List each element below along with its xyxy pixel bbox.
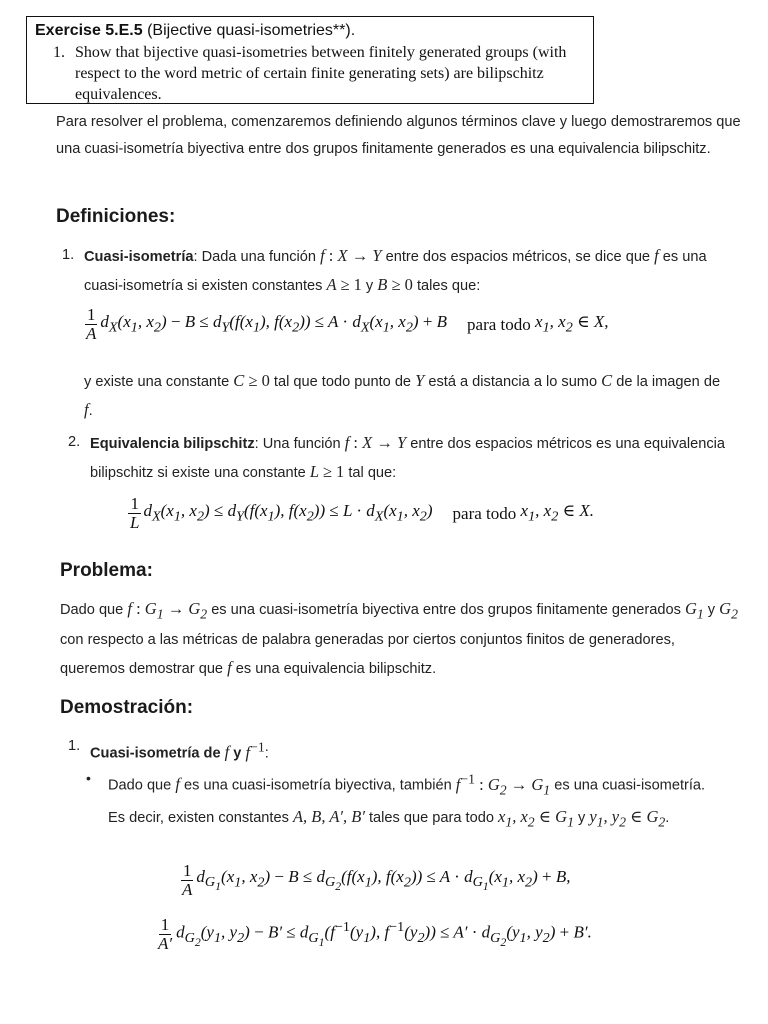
definition-1-text: de la imagen de: [612, 374, 721, 390]
math-f: f: [654, 246, 659, 265]
definition-1-number: 1.: [62, 247, 75, 263]
proof-text: y: [573, 809, 590, 826]
bullet-marker: •: [86, 770, 91, 786]
exercise-item: [35, 42, 585, 105]
proof-text: es una cuasi-isometría. Es decir, existen constantes: [108, 777, 706, 826]
math-f: f: [227, 658, 232, 678]
definition-1-text: entre dos espacios métricos, se dice que: [381, 249, 655, 265]
equation-bilipschitz: $\frac{1}{L}$ $d_X(x_1$, $x_2) \le d_Y(f(x_1)$, $f(x_2)) \le L \cdot d_X(x_1$, $x_2$) para todo $x_1$, $x_2$ ∈ X.: [130, 494, 594, 532]
problema-text: es una equivalencia bilipschitz.: [231, 661, 437, 678]
math-f-map: f : X → Y: [344, 433, 407, 452]
equation-f-quasi-isometry: $\frac{1}{A}$ $d_{G_1}(x_1$, $x_2) - B \le d_{G_2}(f(x_1)$, $f(x_2)) \le A \cdot d_{G_1}(x_1$, $x_2) + B$,: [182, 861, 571, 899]
proof-text: es una cuasi-isometría biyectiva, también: [179, 777, 456, 794]
exercise-item-number: 1.: [53, 44, 65, 61]
math-f: f: [224, 742, 230, 762]
math-y-in-G2: $y_1$, $y_2$ ∈ $G_2$: [589, 806, 666, 830]
equation-f-inverse-quasi-isometry: $\frac{1}{A'}$ $d_{G_2}(y_1$, $y_2) - B' \le d_{G_1}(f^{-1}(y_1)$, $f^{-1}(y_2)) \le A' \cdot d_{G_2}(y_1$, $y_2) + B'$.: [158, 915, 592, 953]
math-f-inverse: $f^{-1}$: [245, 739, 265, 762]
definition-1-text: .: [88, 403, 93, 419]
problema-text: es una cuasi-isometría biyectiva entre dos grupos finitamente generados: [207, 602, 685, 618]
definition-2-text: : Una función: [254, 436, 345, 452]
exercise-label: Exercise 5.E.5: [35, 22, 143, 39]
definition-2-number: 2.: [68, 434, 81, 450]
problema-text: con respecto a las métricas de palabra generadas por ciertos conjuntos finitos de generadores, queremos demostrar que: [60, 632, 675, 678]
definition-2-text: entre dos espacios métricos es una equivalencia bilipschitz si existe una constante: [90, 436, 725, 481]
definition-1: [62, 242, 722, 300]
proof-text: .: [665, 809, 670, 826]
proof-step-1-title: :: [264, 745, 269, 762]
proof-text: Dado que: [108, 777, 176, 794]
math-constants: A, B, A′, B′: [292, 806, 365, 826]
problema-text: y: [703, 602, 720, 618]
demostracion-heading: Demostración:: [60, 697, 194, 718]
definition-1-text: : Dada una función: [193, 249, 321, 265]
math-G2: $G_2$: [719, 599, 738, 622]
math-B-ge-0: B ≥ 0: [377, 275, 413, 294]
proof-step-1: [68, 733, 728, 768]
math-f: f: [175, 774, 180, 794]
definition-2-term: Equivalencia bilipschitz: [90, 436, 255, 452]
para-todo-label: para todo: [467, 314, 531, 334]
math-C-ge-0: C ≥ 0: [233, 371, 270, 390]
definition-2: [68, 429, 728, 487]
math-G1: $G_1$: [684, 599, 704, 622]
proof-step-1-title: y: [229, 745, 246, 762]
definition-1-term: Cuasi-isometría: [84, 249, 194, 265]
math-C: C: [601, 371, 613, 390]
proof-step-1-title: Cuasi-isometría de: [90, 745, 225, 762]
problema-heading: Problema:: [60, 560, 153, 581]
definition-1-continuation: [62, 367, 722, 425]
math-f-map-groups: f : $G_1 \to G_2$: [127, 599, 208, 622]
proof-bullet-paragraph: [108, 765, 708, 835]
math-f: f: [84, 400, 89, 419]
math-f-inverse-map: $f^{-1}$ : $G_2 \to G_1$: [455, 771, 551, 797]
definition-1-text: y: [361, 278, 378, 294]
exercise-box: [26, 16, 594, 104]
exercise-title: (Bijective quasi-isometries**).: [147, 22, 356, 39]
para-todo-label: para todo: [452, 503, 517, 523]
exercise-heading: [35, 21, 585, 40]
proof-text: tales que para todo: [364, 809, 499, 826]
definition-1-text: es una cuasi-isometría si existen constantes: [84, 249, 707, 294]
math-x-in-G1: $x_1$, $x_2$ ∈ $G_1$: [498, 806, 574, 830]
definition-2-text: tal que:: [344, 465, 397, 481]
problema-paragraph: [60, 595, 740, 683]
problema-text: Dado que: [60, 602, 128, 618]
math-Y: Y: [415, 371, 425, 390]
math-L-ge-1: L ≥ 1: [309, 462, 345, 481]
exercise-item-text: Show that bijective quasi-isometries between finitely generated groups (with respect to the word metric of certain finite generating sets) are bilipschitz equivalences.: [75, 44, 567, 103]
definition-1-text: tal que todo punto de: [269, 374, 416, 390]
math-f-map: f : X → Y: [320, 246, 382, 265]
definition-1-text: está a distancia a lo sumo: [424, 374, 602, 390]
definition-1-text: y existe una constante: [84, 374, 234, 390]
definiciones-heading: Definiciones:: [56, 206, 176, 227]
intro-paragraph: Para resolver el problema, comenzaremos definiendo algunos términos clave y luego demostraremos que una cuasi-isometría biyectiva entre dos grupos finitamente generados es una equivalencia bilipschitz.: [56, 114, 741, 157]
equation-quasi-isometry: $\frac{1}{A}$ $d_X(x_1$, $x_2) - B \le d_Y(f(x_1)$, $f(x_2)) \le A \cdot d_X(x_1$, $x_2) + B$ para todo $x_1$, $x_2$ ∈ X,: [86, 305, 609, 343]
math-A-ge-1: A ≥ 1: [326, 275, 362, 294]
definition-1-text: tales que:: [412, 278, 481, 294]
proof-step-1-number: 1.: [68, 738, 81, 754]
